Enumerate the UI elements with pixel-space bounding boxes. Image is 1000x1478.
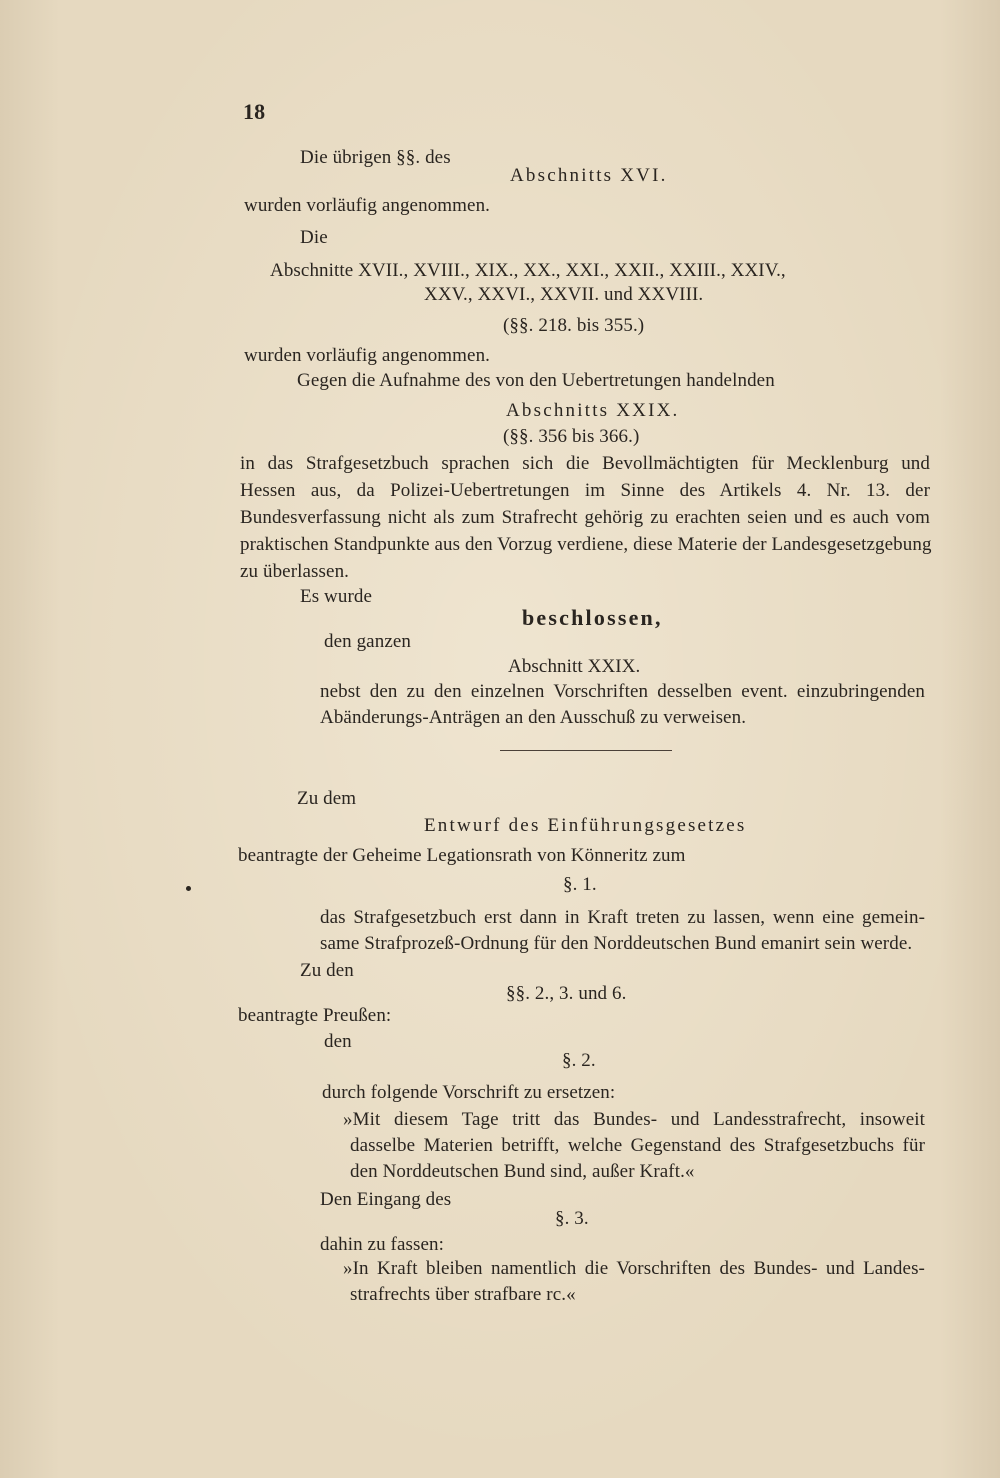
- section-heading: Abschnitts XVI.: [510, 165, 668, 186]
- text-line: Zu den: [300, 960, 354, 981]
- page-number: 18: [243, 99, 266, 124]
- text-line: Abänderungs-Anträgen an den Ausschuß zu verweisen.: [320, 707, 747, 728]
- paragraph-range: (§§. 218. bis 355.): [503, 315, 645, 336]
- paragraph-marker: §. 3.: [555, 1208, 589, 1229]
- text-line: nebst den zu den einzelnen Vorschriften desselben event. einzubringenden: [320, 681, 925, 702]
- ink-speck: [186, 886, 191, 891]
- text-line: dahin zu fassen:: [320, 1234, 445, 1255]
- text-line: in das Strafgesetzbuch sprachen sich die Bevollmächtigten für Mecklenburg und: [240, 453, 930, 474]
- text-line: Die übrigen §§. des: [300, 147, 451, 168]
- text-line: Es wurde: [300, 586, 373, 607]
- text-line: Gegen die Aufnahme des von den Uebertretungen handelnden: [297, 370, 775, 391]
- paragraph-marker: §§. 2., 3. und 6.: [506, 983, 627, 1004]
- text-line: Zu dem: [297, 788, 357, 809]
- text-line: wurden vorläufig angenommen.: [244, 195, 491, 216]
- text-line: beantragte Preußen:: [238, 1005, 392, 1026]
- quoted-text: strafrechts über strafbare rc.«: [350, 1284, 576, 1305]
- text-line: beantragte der Geheime Legationsrath von Könneritz zum: [238, 845, 686, 866]
- text-line: Die: [300, 227, 328, 248]
- resolution-heading: beschlossen,: [522, 605, 663, 630]
- text-line: same Strafprozeß-Ordnung für den Norddeutschen Bund emanirt sein werde.: [320, 933, 913, 954]
- text-line: Den Eingang des: [320, 1189, 452, 1210]
- section-divider: [500, 750, 672, 751]
- paragraph-marker: §. 2.: [562, 1050, 596, 1071]
- text-line: zu überlassen.: [240, 561, 350, 582]
- text-line: praktischen Standpunkte aus den Vorzug verdiene, diese Materie der Landesgesetzgebung: [240, 534, 932, 555]
- text-line: Bundesverfassung nicht als zum Strafrecht gehörig zu erachten seien und es auch vom: [240, 507, 930, 528]
- text-line: wurden vorläufig angenommen.: [244, 345, 491, 366]
- section-heading: XXV., XXVI., XXVII. und XXVIII.: [424, 284, 704, 305]
- section-heading: Abschnitte XVII., XVIII., XIX., XX., XXI., XXII., XXIII., XXIV.,: [270, 260, 786, 281]
- text-line: den: [324, 1031, 352, 1052]
- section-heading: Entwurf des Einführungsgesetzes: [424, 815, 747, 836]
- paragraph-marker: §. 1.: [563, 874, 597, 895]
- quoted-text: »Mit diesem Tage tritt das Bundes- und Landesstrafrecht, insoweit: [343, 1109, 925, 1130]
- text-line: den ganzen: [324, 631, 411, 652]
- text-line: Hessen aus, da Polizei-Uebertretungen im Sinne des Artikels 4. Nr. 13. der: [240, 480, 930, 501]
- quoted-text: den Norddeutschen Bund sind, außer Kraft.«: [350, 1161, 695, 1182]
- section-heading: Abschnitt XXIX.: [508, 656, 641, 677]
- text-line: durch folgende Vorschrift zu ersetzen:: [322, 1082, 616, 1103]
- section-heading: Abschnitts XXIX.: [506, 400, 680, 421]
- text-line: das Strafgesetzbuch erst dann in Kraft treten zu lassen, wenn eine gemein-: [320, 907, 925, 928]
- quoted-text: »In Kraft bleiben namentlich die Vorschriften des Bundes- und Landes-: [343, 1258, 925, 1279]
- quoted-text: dasselbe Materien betrifft, welche Gegenstand des Strafgesetzbuchs für: [350, 1135, 925, 1156]
- paragraph-range: (§§. 356 bis 366.): [503, 426, 640, 447]
